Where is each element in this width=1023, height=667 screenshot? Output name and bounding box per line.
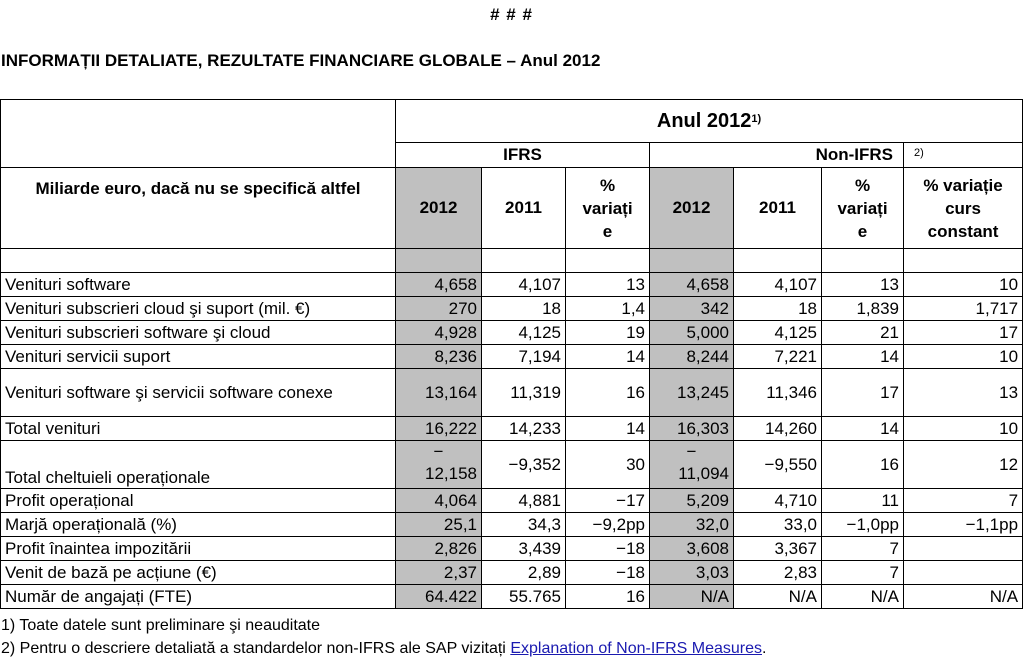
footnote-2 bbox=[1, 640, 766, 658]
spacer-cell bbox=[1, 249, 396, 273]
ifrs-pct-cell: −9,2pp bbox=[566, 513, 650, 537]
spacer-cell bbox=[482, 249, 566, 273]
nonifrs-2011-cell: 4,125 bbox=[734, 321, 822, 345]
ifrs-2011-cell: 4,107 bbox=[482, 273, 566, 297]
nonifrs-2012-cell: 342 bbox=[650, 297, 734, 321]
row-label: Venituri subscrieri software şi cloud bbox=[1, 321, 396, 345]
ifrs-pct-cell: 16 bbox=[566, 369, 650, 417]
nonifrs-2011-cell: 14,260 bbox=[734, 417, 822, 441]
table-row bbox=[1, 561, 1023, 585]
row-label: Venituri software şi servicii software conexe bbox=[1, 369, 396, 417]
row-label: Număr de angajați (FTE) bbox=[1, 585, 396, 609]
table-row bbox=[1, 321, 1023, 345]
ifrs-2012-cell: 13,164 bbox=[396, 369, 482, 417]
table-row bbox=[1, 297, 1023, 321]
ifrs-2011-cell: 4,125 bbox=[482, 321, 566, 345]
constant-currency-header: % variație curs constant bbox=[904, 168, 1023, 249]
nonifrs-2012-header: 2012 bbox=[650, 168, 734, 249]
nonifrs-pct-cell: 14 bbox=[822, 417, 904, 441]
ifrs-pct-cell: 30 bbox=[566, 441, 650, 489]
ifrs-2012-cell: 16,222 bbox=[396, 417, 482, 441]
nonifrs-pct-cell: 11 bbox=[822, 489, 904, 513]
ifrs-pct-cell: 14 bbox=[566, 417, 650, 441]
nonifrs-2011-cell: 4,710 bbox=[734, 489, 822, 513]
spacer-cell bbox=[650, 249, 734, 273]
constant-currency-cell: 13 bbox=[904, 369, 1023, 417]
header-blank-cell bbox=[1, 100, 396, 168]
constant-currency-cell: N/A bbox=[904, 585, 1023, 609]
table-row bbox=[1, 273, 1023, 297]
ifrs-pct-cell: 14 bbox=[566, 345, 650, 369]
nonifrs-2012-cell: 5,209 bbox=[650, 489, 734, 513]
nonifrs-pct-header: % variați e bbox=[822, 168, 904, 249]
row-label: Total cheltuieli operaționale bbox=[1, 441, 396, 489]
nonifrs-2012-cell: 8,244 bbox=[650, 345, 734, 369]
nonifrs-2012-cell: 3,608 bbox=[650, 537, 734, 561]
ifrs-pct-cell: 19 bbox=[566, 321, 650, 345]
nonifrs-footnote-ref: 2) bbox=[904, 143, 1023, 168]
constant-currency-cell: 17 bbox=[904, 321, 1023, 345]
non-ifrs-explanation-link[interactable]: Explanation of Non-IFRS Measures bbox=[510, 640, 762, 657]
ifrs-2012-cell: − 12,158 bbox=[396, 441, 482, 489]
nonifrs-pct-cell: 1,839 bbox=[822, 297, 904, 321]
financial-results-table bbox=[0, 99, 1023, 609]
nonifrs-2011-cell: 7,221 bbox=[734, 345, 822, 369]
table-row bbox=[1, 489, 1023, 513]
separator-hash: # # # bbox=[490, 5, 533, 24]
row-label: Venituri subscrieri cloud şi suport (mil. €) bbox=[1, 297, 396, 321]
nonifrs-header: Non-IFRS bbox=[650, 143, 904, 168]
nonifrs-2011-cell: N/A bbox=[734, 585, 822, 609]
row-label: Profit operațional bbox=[1, 489, 396, 513]
constant-currency-cell: 12 bbox=[904, 441, 1023, 489]
constant-currency-cell: 7 bbox=[904, 489, 1023, 513]
nonifrs-2011-cell: 2,83 bbox=[734, 561, 822, 585]
nonifrs-pct-cell: 7 bbox=[822, 537, 904, 561]
nonifrs-pct-cell: 13 bbox=[822, 273, 904, 297]
ifrs-2011-cell: 11,319 bbox=[482, 369, 566, 417]
nonifrs-2012-cell: 16,303 bbox=[650, 417, 734, 441]
nonifrs-pct-cell: 14 bbox=[822, 345, 904, 369]
footnote-2-text: 2) Pentru o descriere detaliată a standardelor non-IFRS ale SAP vizitați bbox=[1, 640, 511, 657]
nonifrs-pct-cell: 21 bbox=[822, 321, 904, 345]
row-label: Marjă operațională (%) bbox=[1, 513, 396, 537]
spacer-cell bbox=[734, 249, 822, 273]
footnote-2-end: . bbox=[761, 640, 767, 657]
row-label-header: Miliarde euro, dacă nu se specifică altfel bbox=[1, 168, 396, 249]
ifrs-2012-cell: 2,826 bbox=[396, 537, 482, 561]
year-footnote-ref: 1) bbox=[751, 113, 762, 125]
ifrs-2012-cell: 4,658 bbox=[396, 273, 482, 297]
constant-currency-cell: 10 bbox=[904, 417, 1023, 441]
constant-currency-cell bbox=[904, 537, 1023, 561]
ifrs-pct-cell: 13 bbox=[566, 273, 650, 297]
nonifrs-2011-cell: 18 bbox=[734, 297, 822, 321]
nonifrs-2012-cell: 3,03 bbox=[650, 561, 734, 585]
nonifrs-2012-cell: 13,245 bbox=[650, 369, 734, 417]
ifrs-2011-cell: 34,3 bbox=[482, 513, 566, 537]
constant-currency-cell: −1,1pp bbox=[904, 513, 1023, 537]
ifrs-2012-cell: 8,236 bbox=[396, 345, 482, 369]
ifrs-2012-cell: 270 bbox=[396, 297, 482, 321]
ifrs-header: IFRS bbox=[396, 143, 650, 168]
table-row bbox=[1, 417, 1023, 441]
nonifrs-pct-cell: N/A bbox=[822, 585, 904, 609]
row-label: Venituri software bbox=[1, 273, 396, 297]
constant-currency-cell bbox=[904, 561, 1023, 585]
nonifrs-2012-cell: − 11,094 bbox=[650, 441, 734, 489]
nonifrs-2012-cell: N/A bbox=[650, 585, 734, 609]
ifrs-2011-cell: −9,352 bbox=[482, 441, 566, 489]
footnote-1: 1) Toate datele sunt preliminare şi neauditate bbox=[1, 617, 321, 634]
spacer-cell bbox=[904, 249, 1023, 273]
ifrs-pct-header: % variați e bbox=[566, 168, 650, 249]
ifrs-2011-header: 2011 bbox=[482, 168, 566, 249]
nonifrs-2011-cell: 11,346 bbox=[734, 369, 822, 417]
nonifrs-2012-cell: 5,000 bbox=[650, 321, 734, 345]
ifrs-pct-cell: −18 bbox=[566, 537, 650, 561]
page-title: INFORMAȚII DETALIATE, REZULTATE FINANCIARE GLOBALE – Anul 2012 bbox=[1, 51, 601, 70]
nonifrs-2011-cell: 33,0 bbox=[734, 513, 822, 537]
ifrs-2011-cell: 7,194 bbox=[482, 345, 566, 369]
table-row bbox=[1, 537, 1023, 561]
table-row bbox=[1, 345, 1023, 369]
nonifrs-2011-cell: −9,550 bbox=[734, 441, 822, 489]
nonifrs-pct-cell: 16 bbox=[822, 441, 904, 489]
nonifrs-pct-cell: −1,0pp bbox=[822, 513, 904, 537]
ifrs-2011-cell: 18 bbox=[482, 297, 566, 321]
table-row bbox=[1, 369, 1023, 417]
ifrs-2011-cell: 55.765 bbox=[482, 585, 566, 609]
row-label: Venituri servicii suport bbox=[1, 345, 396, 369]
table-row bbox=[1, 441, 1023, 489]
constant-currency-cell: 1,717 bbox=[904, 297, 1023, 321]
ifrs-2011-cell: 14,233 bbox=[482, 417, 566, 441]
nonifrs-2011-header: 2011 bbox=[734, 168, 822, 249]
ifrs-2012-cell: 4,928 bbox=[396, 321, 482, 345]
table-row bbox=[1, 585, 1023, 609]
nonifrs-pct-cell: 17 bbox=[822, 369, 904, 417]
ifrs-2012-cell: 2,37 bbox=[396, 561, 482, 585]
year-header: Anul 2012$^{1)}$ bbox=[396, 100, 1023, 143]
ifrs-pct-cell: 1,4 bbox=[566, 297, 650, 321]
row-label: Profit înaintea impozitării bbox=[1, 537, 396, 561]
ifrs-2012-cell: 25,1 bbox=[396, 513, 482, 537]
nonifrs-2012-cell: 32,0 bbox=[650, 513, 734, 537]
nonifrs-2011-cell: 3,367 bbox=[734, 537, 822, 561]
nonifrs-2011-cell: 4,107 bbox=[734, 273, 822, 297]
row-label: Venit de bază pe acțiune (€) bbox=[1, 561, 396, 585]
nonifrs-2012-cell: 4,658 bbox=[650, 273, 734, 297]
constant-currency-cell: 10 bbox=[904, 345, 1023, 369]
constant-currency-cell: 10 bbox=[904, 273, 1023, 297]
ifrs-2011-cell: 2,89 bbox=[482, 561, 566, 585]
ifrs-pct-cell: −18 bbox=[566, 561, 650, 585]
ifrs-2012-cell: 64.422 bbox=[396, 585, 482, 609]
spacer-cell bbox=[566, 249, 650, 273]
ifrs-2011-cell: 3,439 bbox=[482, 537, 566, 561]
ifrs-pct-cell: −17 bbox=[566, 489, 650, 513]
ifrs-pct-cell: 16 bbox=[566, 585, 650, 609]
nonifrs-pct-cell: 7 bbox=[822, 561, 904, 585]
table-row bbox=[1, 513, 1023, 537]
ifrs-2012-cell: 4,064 bbox=[396, 489, 482, 513]
spacer-cell bbox=[396, 249, 482, 273]
ifrs-2011-cell: 4,881 bbox=[482, 489, 566, 513]
spacer-cell bbox=[822, 249, 904, 273]
row-label: Total venituri bbox=[1, 417, 396, 441]
ifrs-2012-header: 2012 bbox=[396, 168, 482, 249]
